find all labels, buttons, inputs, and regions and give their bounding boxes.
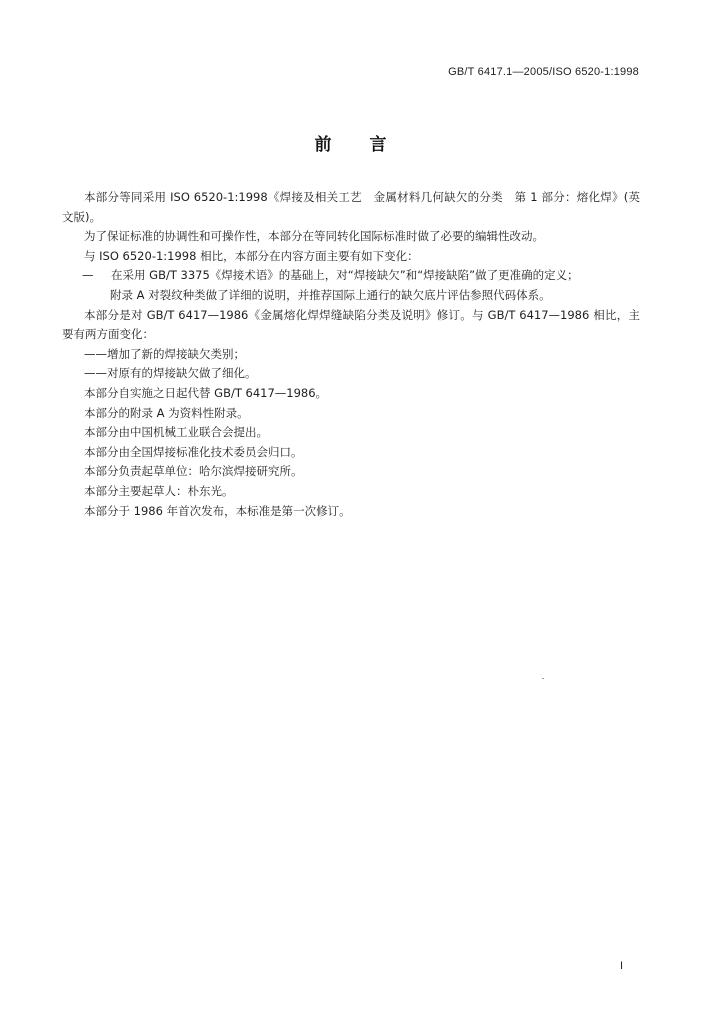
paragraph-drafter: 本部分主要起草人：朴东光。 bbox=[84, 483, 234, 498]
standard-code-header: GB/T 6417.1—2005/ISO 6520-1:1998 bbox=[448, 66, 639, 78]
paragraph-revision: 本部分是对 GB/T 6417—1986《金属熔化焊焊缝缺陷分类及说明》修订。与 GB/T 6417—1986 相比，主要有两方面变化： bbox=[62, 307, 640, 342]
paragraph-comparison-intro: 与 ISO 6520-1:1998 相比，本部分在内容方面主要有如下变化： bbox=[84, 248, 419, 263]
list-item-text: 在采用 GB/T 3375《焊接术语》的基础上，对“焊接缺欠”和“焊接缺陷”做了更准确的定义； bbox=[111, 268, 579, 283]
paragraph-drafting-unit: 本部分负责起草单位：哈尔滨焊接研究所。 bbox=[84, 464, 303, 479]
list-item-definitions bbox=[62, 266, 640, 286]
paragraph-adoption: 本部分等同采用 ISO 6520-1:1998《焊接及相关工艺 金属材料几何缺欠的分类 第 1 部分：熔化焊》(英文版)。 bbox=[62, 190, 640, 224]
paragraph-editorial-changes: 为了保证标准的协调性和可操作性，本部分在等同转化国际标准时做了必要的编辑性改动。 bbox=[84, 229, 544, 244]
list-item-annex: 附录 A 对裂纹种类做了详细的说明，并推荐国际上通行的缺欠底片评估参照代码体系。 bbox=[110, 287, 551, 302]
paragraph-annex-info: 本部分的附录 A 为资料性附录。 bbox=[84, 405, 249, 420]
paragraph-proposer: 本部分由中国机械工业联合会提出。 bbox=[84, 425, 268, 440]
scan-speck bbox=[542, 678, 544, 679]
list-item-new-categories: ——增加了新的焊接缺欠类别； bbox=[84, 346, 245, 361]
paragraph-history: 本部分于 1986 年首次发布，本标准是第一次修订。 bbox=[84, 503, 351, 518]
paragraph-committee: 本部分由全国焊接标准化技术委员会归口。 bbox=[84, 444, 303, 459]
foreword-body bbox=[62, 188, 640, 521]
paragraph-replaces: 本部分自实施之日起代替 GB/T 6417—1986。 bbox=[84, 385, 328, 400]
page-title: 前言 bbox=[314, 135, 425, 155]
list-dash: — bbox=[82, 268, 94, 283]
page-number: I bbox=[619, 960, 623, 972]
list-item-refinement: ——对原有的焊接缺欠做了细化。 bbox=[84, 366, 257, 381]
